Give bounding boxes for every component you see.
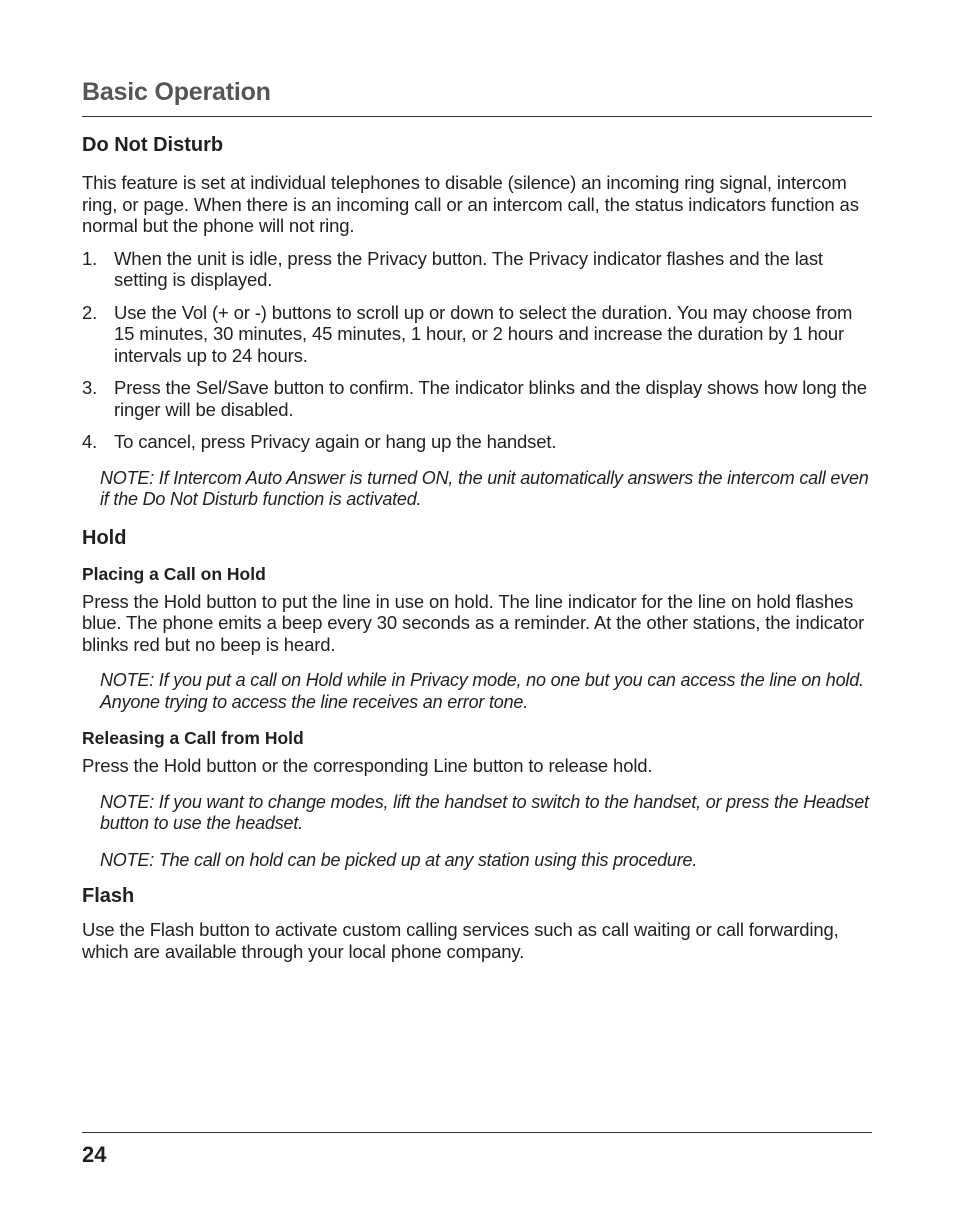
section-heading-do-not-disturb: Do Not Disturb (82, 134, 224, 156)
section-heading-hold: Hold (82, 526, 127, 549)
list-item (82, 377, 874, 420)
subsection-heading-placing-call-on-hold: Placing a Call on Hold (82, 563, 266, 584)
list-item (82, 431, 874, 453)
subsection-heading-releasing-call-from-hold: Releasing a Call from Hold (82, 728, 304, 748)
releasing-call-from-hold-note-2: NOTE: The call on hold can be picked up at any station using this procedure. (100, 849, 698, 870)
do-not-disturb-intro: This feature is set at individual telephones to disable (silence) an incoming ring signal, intercom ring, or page. When there is an incoming call or an intercom call, the status indicators function as normal but the phone will not ring. (82, 172, 859, 236)
placing-call-on-hold-note: NOTE: If you put a call on Hold while in Privacy mode, no one but you can access the line on hold. Anyone trying to access the line receives an error tone. (100, 670, 864, 712)
step-text: To cancel, press Privacy again or hang up the handset. (114, 431, 557, 452)
section-heading-flash: Flash (82, 885, 135, 907)
manual-page (82, 0, 872, 1227)
step-number: 1. (82, 247, 98, 269)
flash-body: Use the Flash button to activate custom calling services such as call waiting or call forwarding, which are available through your local phone company. (82, 919, 839, 962)
list-item (82, 302, 874, 367)
step-number: 4. (82, 431, 98, 452)
do-not-disturb-steps (82, 248, 874, 453)
releasing-call-from-hold-note-1: NOTE: If you want to change modes, lift the handset to switch to the handset, or press the Headset button to use the headset. (100, 791, 869, 833)
step-text: Press the Sel/Save button to confirm. The indicator blinks and the display shows how long the ringer will be disabled. (114, 377, 867, 420)
releasing-call-from-hold-body: Press the Hold button or the corresponding Line button to release hold. (82, 755, 653, 776)
step-number: 2. (82, 301, 98, 323)
page-content (82, 132, 874, 962)
page-header-title: Basic Operation (82, 78, 271, 106)
footer-divider (82, 1132, 872, 1133)
step-number: 3. (82, 377, 98, 398)
do-not-disturb-note: NOTE: If Intercom Auto Answer is turned ON, the unit automatically answers the intercom call even if the Do Not Disturb function is activated. (100, 467, 869, 509)
step-text: When the unit is idle, press the Privacy button. The Privacy indicator flashes and the last setting is displayed. (114, 247, 823, 290)
step-text: Use the Vol (+ or -) buttons to scroll up or down to select the duration. You may choose from 15 minutes, 30 minutes, 45 minutes, 1 hour, or 2 hours and increase the duration by 1 hour intervals up to 24 hours. (114, 301, 853, 366)
page-number: 24 (82, 1142, 107, 1167)
list-item (82, 248, 874, 291)
placing-call-on-hold-body: Press the Hold button to put the line in use on hold. The line indicator for the line on hold flashes blue. The phone emits a beep every 30 seconds as a reminder. At the other stations, the indicator blinks red but no beep is heard. (82, 590, 865, 655)
header-divider (82, 116, 872, 117)
